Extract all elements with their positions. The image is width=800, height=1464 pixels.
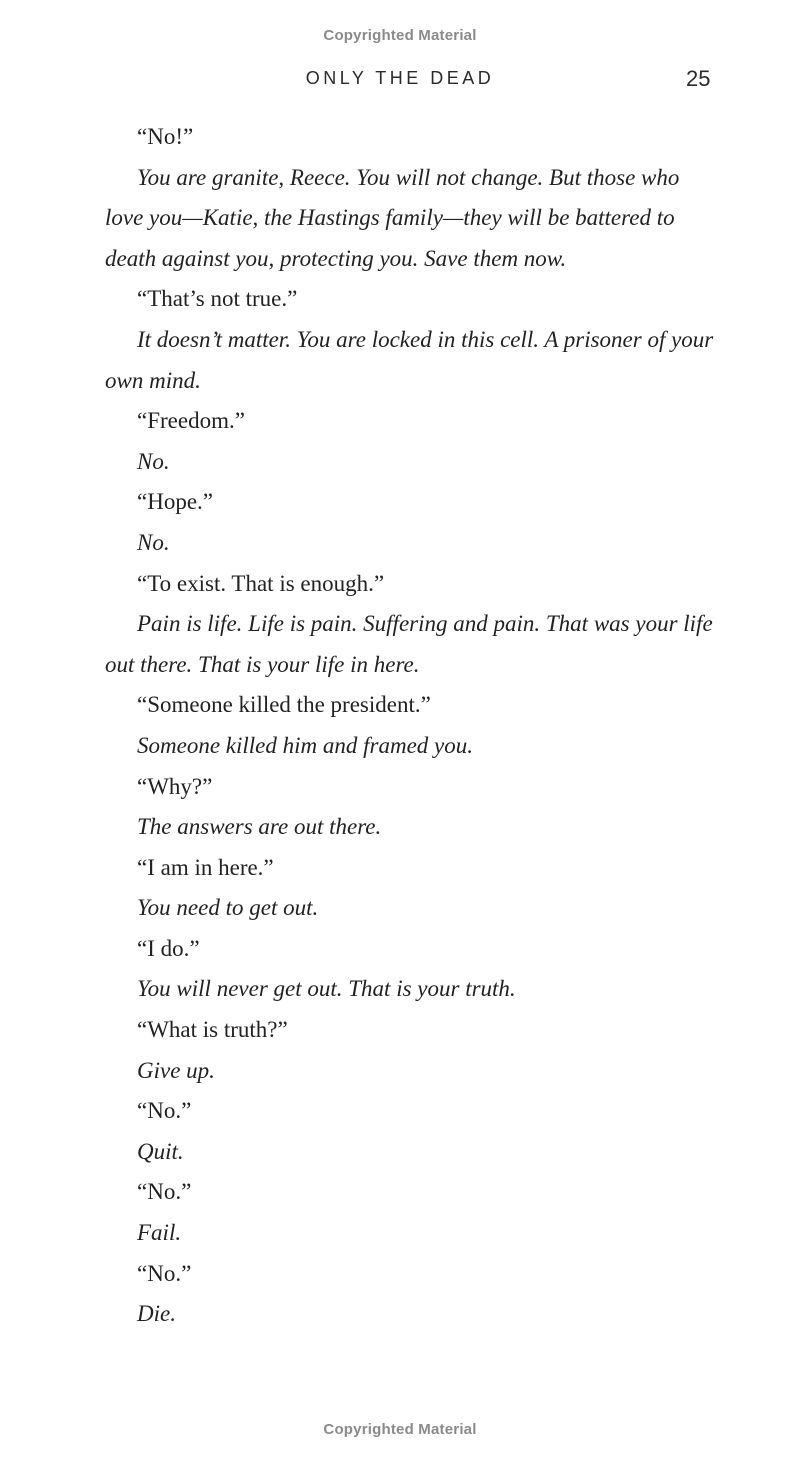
dialogue-line: “No!”	[137, 124, 194, 149]
inner-voice-line: Die.	[137, 1301, 176, 1327]
dialogue-line: “Hope.”	[137, 489, 213, 515]
dialogue-line: “I do.”	[137, 935, 200, 961]
body-text	[105, 117, 717, 1335]
dialogue-line: “That’s not true.”	[137, 286, 298, 312]
dialogue-line: “What is truth?”	[137, 1017, 288, 1043]
copyright-watermark-bottom: Copyrighted Material	[323, 1421, 477, 1438]
inner-voice-line: Fail.	[137, 1220, 182, 1246]
inner-voice-line: Give up.	[137, 1057, 215, 1083]
page-number: 25	[686, 66, 711, 91]
inner-voice-line: No.	[137, 529, 170, 555]
inner-voice-line: You will never get out. That is your truth.	[137, 976, 516, 1002]
dialogue-line: “No.”	[137, 1098, 192, 1124]
dialogue-line: “Someone killed the president.”	[137, 692, 431, 718]
inner-voice-line: No.	[137, 448, 170, 474]
dialogue-line: “No.”	[137, 1179, 192, 1205]
inner-voice-line: The answers are out there.	[137, 814, 382, 840]
dialogue-line: “I am in here.”	[137, 854, 274, 880]
dialogue-line: “No.”	[137, 1260, 192, 1286]
dialogue-line: “To exist. That is enough.”	[137, 570, 385, 596]
inner-voice-line: Quit.	[137, 1138, 184, 1164]
inner-voice-line: Pain is life. Life is pain. Suffering and pain. That was your life out there. That is your life in here.	[105, 611, 713, 677]
inner-voice-line: You are granite, Reece. You will not change. But those who love you—Katie, the Hastings family—they will be battered to death against you, protecting you. Save them now.	[105, 164, 680, 271]
running-head-title: ONLY THE DEAD	[305, 68, 495, 88]
dialogue-line: “Why?”	[137, 773, 213, 799]
dialogue-line: “Freedom.”	[137, 408, 245, 434]
inner-voice-line: Someone killed him and framed you.	[137, 732, 473, 758]
copyright-watermark-top: Copyrighted Material	[323, 27, 477, 44]
inner-voice-line: It doesn’t matter. You are locked in this cell. A prisoner of your own mind.	[105, 326, 714, 393]
inner-voice-line: You need to get out.	[137, 895, 319, 921]
